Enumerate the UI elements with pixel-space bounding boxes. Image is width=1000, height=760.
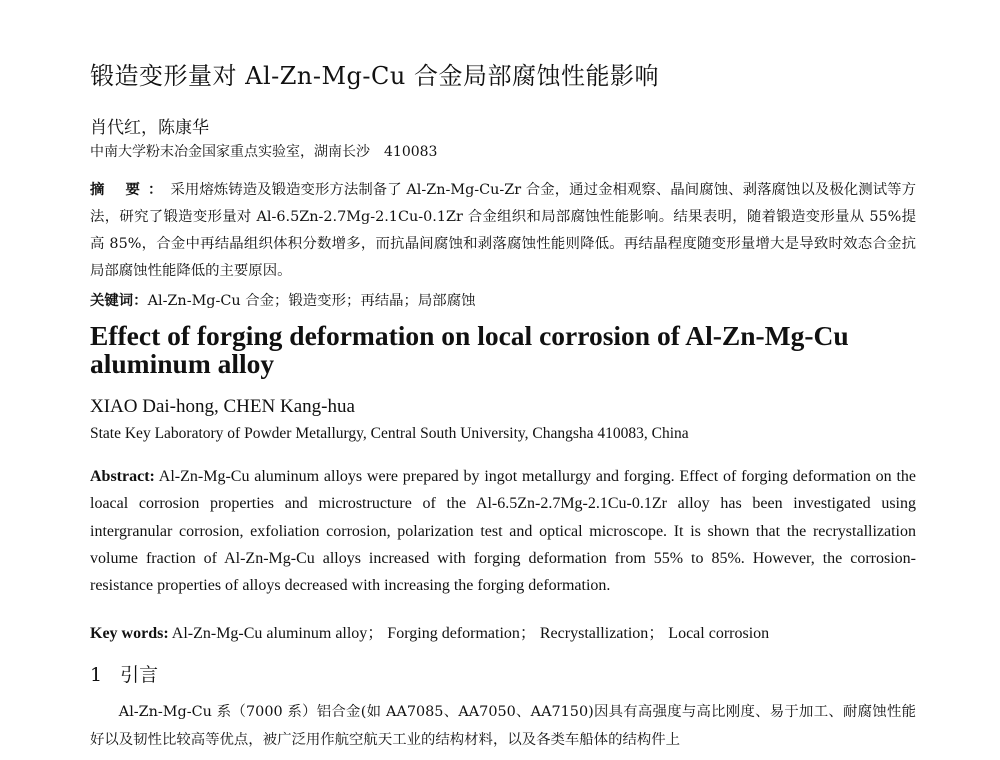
chinese-keywords-label: 关键词： bbox=[90, 292, 148, 309]
english-keywords bbox=[90, 620, 769, 643]
chinese-abstract bbox=[90, 176, 916, 285]
section-title: 引言 bbox=[120, 664, 159, 686]
introduction-paragraph: Al-Zn-Mg-Cu 系（7000 系）铝合金(如 AA7085、AA7050、AA7150)因具有高强度与高比刚度、易于加工、耐腐蚀性能好以及韧性比较高等优点，被广泛用作航空航天工业的结构材料，以及各类车船体的结构件上 bbox=[90, 704, 916, 748]
chinese-abstract-label: 摘 要： bbox=[90, 181, 171, 198]
english-keywords-text: Al-Zn-Mg-Cu aluminum alloy； Forging deformation； Recrystallization； Local corrosion bbox=[168, 625, 770, 642]
english-abstract-label: Abstract: bbox=[90, 468, 155, 485]
chinese-title: 锻造变形量对 Al-Zn-Mg-Cu 合金局部腐蚀性能影响 bbox=[90, 62, 659, 90]
english-title: Effect of forging deformation on local corrosion of Al-Zn-Mg-Cu aluminum alloy bbox=[90, 320, 849, 379]
english-abstract-text: Al-Zn-Mg-Cu aluminum alloys were prepared by ingot metallurgy and forging. Effect of forging deformation on the loacal corrosion properties and microstructure of the Al-6.5Zn-2.7Mg-2.1Cu-0.1Zr alloy has been investigated using intergranular corrosion, exfoliation corrosion, polarization test and optical microscope. It is shown that the recrystallization volume fraction of Al-Zn-Mg-Cu alloys increased with forging deformation from 55% to 85%. However, the corrosion-resistance properties of alloys decreased with increasing the forging deformation. bbox=[90, 468, 916, 595]
english-authors: XIAO Dai-hong, CHEN Kang-hua bbox=[90, 396, 355, 417]
chinese-affiliation: 中南大学粉末冶金国家重点实验室，湖南长沙 410083 bbox=[90, 144, 438, 160]
english-keywords-label: Key words: bbox=[90, 625, 169, 642]
section-heading-introduction bbox=[90, 660, 158, 687]
section-number: 1 bbox=[90, 664, 103, 686]
english-abstract bbox=[90, 463, 916, 599]
english-affiliation: State Key Laboratory of Powder Metallurgy, Central South University, Changsha 410083, China bbox=[90, 425, 689, 442]
chinese-authors: 肖代红，陈康华 bbox=[90, 118, 209, 138]
chinese-abstract-text: 采用熔炼铸造及锻造变形方法制备了 Al-Zn-Mg-Cu-Zr 合金，通过金相观察、晶间腐蚀、剥落腐蚀以及极化测试等方法，研究了锻造变形量对 Al-6.5Zn-2.7Mg-2.1Cu-0.1Zr 合金组织和局部腐蚀性能影响。结果表明，随着锻造变形量从 55%提高 85%，合金中再结晶组织体积分数增多，而抗晶间腐蚀和剥落腐蚀性能则降低。再结晶程度随变形量增大是导致时效态合金抗局部腐蚀性能降低的主要原因。 bbox=[90, 182, 916, 279]
chinese-keywords-text: Al-Zn-Mg-Cu 合金；锻造变形；再结晶；局部腐蚀 bbox=[147, 293, 476, 309]
chinese-keywords bbox=[90, 289, 475, 310]
